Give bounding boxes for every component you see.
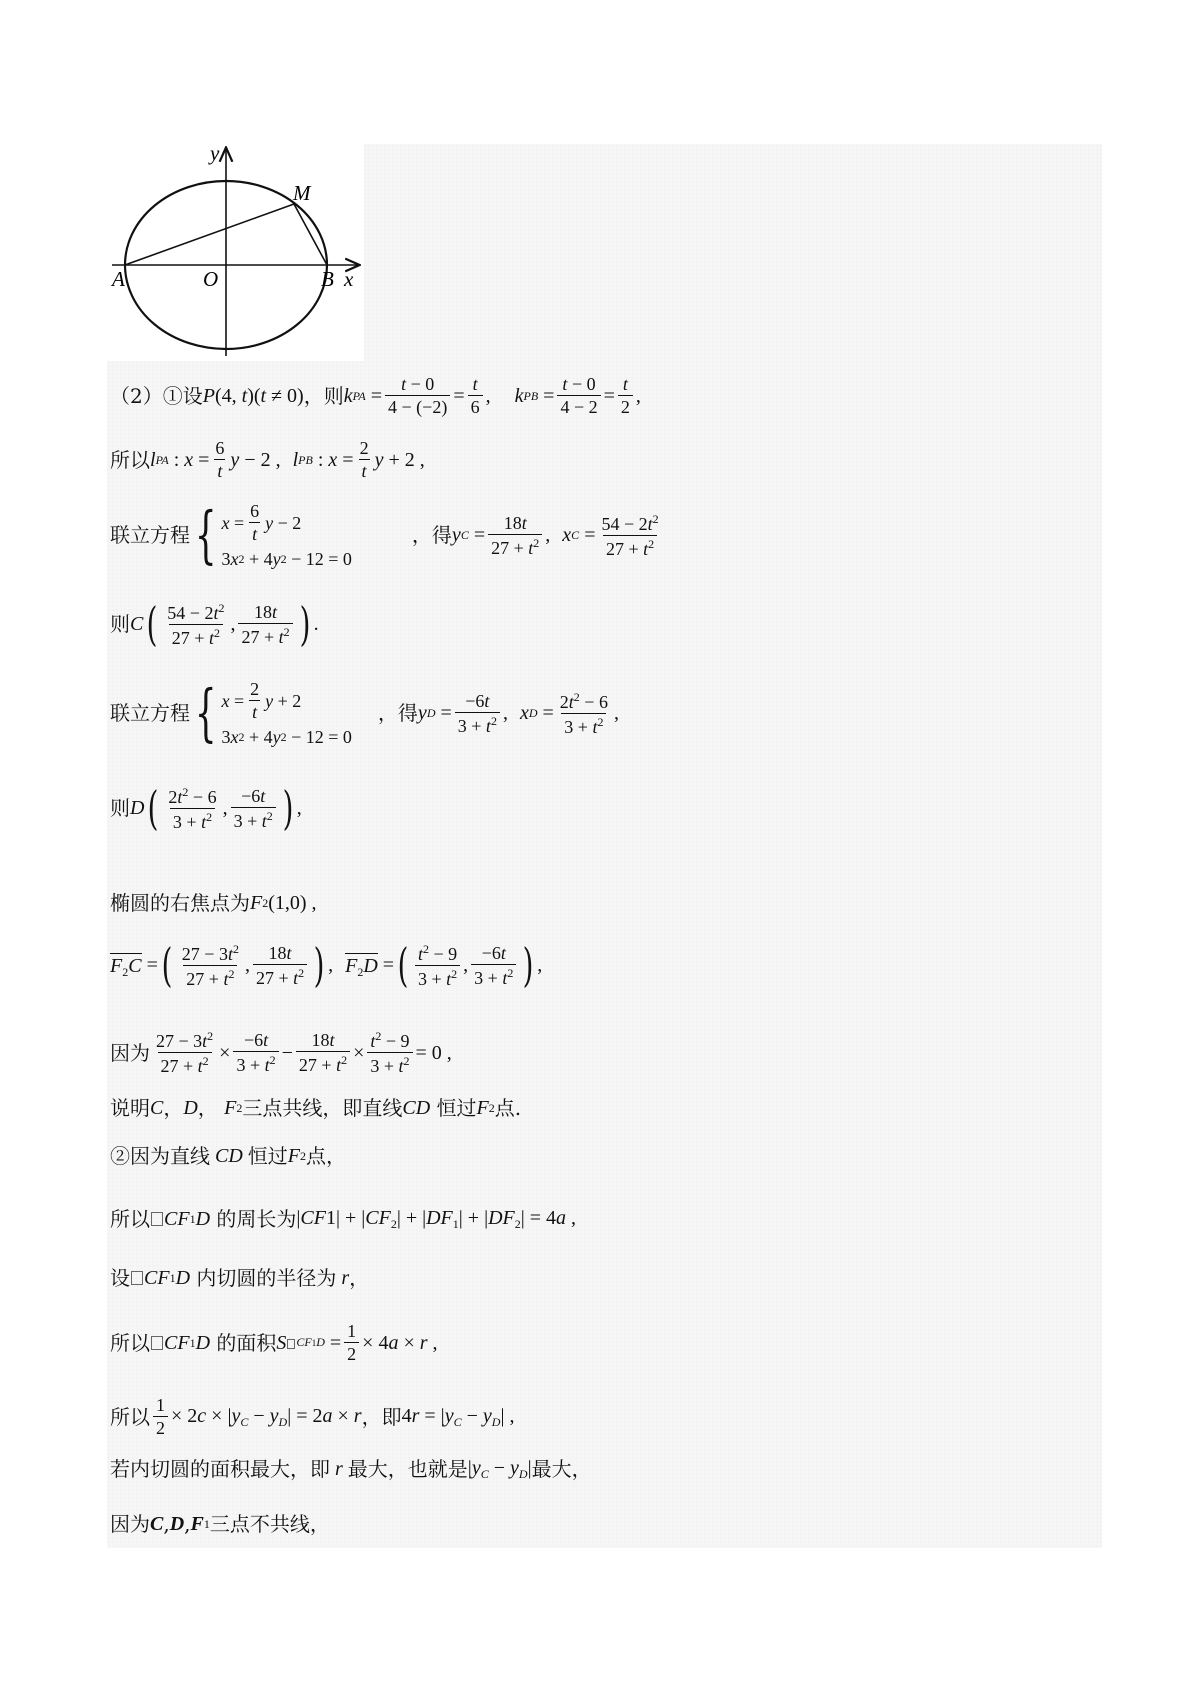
line-17: 因为 C , D , F 1 三点不共线， [110, 1512, 330, 1536]
label-B: B [321, 267, 334, 291]
line-16: 若内切圆的面积最大，即 r 最大，也就是 $|y_C - y_D|$ 最大， [110, 1457, 592, 1481]
line-10: 说明 C ， D ， F 2 三点共线，即直线 CD 恒过 F 2 点. [110, 1096, 522, 1120]
label-y: y [210, 144, 220, 165]
line-1: （2）①设 P (4, t )( t ≠ 0) ，则 k PA = $\frac{t - 0}{4 - (-2)}$ = $\frac{t}{6}$ , k PB = $\frac{t - 0}{4 - 2}$ = $\frac{t}{2}$ , [110, 374, 641, 417]
line-13: 设 CF 1 D 内切圆的半径为 r ， [110, 1266, 370, 1290]
line-5: 联立方程 { x = $\frac{2}{t}$ y + 2 3 x 2 + 4 y 2 − 12 = 0 ，得 y D = $\frac{-6t}{3 + t^2}$ , x D = $\frac{2t^2 - 6}{3 + t^2}$ , [110, 676, 619, 749]
label-M: M [293, 181, 311, 205]
line-6: 则 D ( $\frac{2t^2 - 6}{3 + t^2}$ , $\frac{-6t}{3 + t^2}$ ) , [110, 781, 302, 835]
line-8: $F_2C$ = ( $\frac{27 - 3t^2}{27 + t^2}$ , $\frac{18t}{27 + t^2}$ ) , $F_2D$ = ( $\frac{t^2 - 9}{3 + t^2}$ , $\frac{-6t}{3 + t^2}$ ) , [110, 938, 543, 992]
line-3: 联立方程 { x = $\frac{6}{t}$ y − 2 3 x 2 + 4 y 2 − 12 = 0 ，得 y C = $\frac{18t}{27 + t^2}$ , x C = $\frac{54 - 2t^2}{27 + t^2}$ [110, 498, 659, 571]
line-2: 所以 l PA : x = $\frac{6}{t}$ y − 2 , l PB : x = $\frac{2}{t}$ y + 2 , [110, 438, 425, 481]
line-4: 则 C ( $\frac{54 - 2t^2}{27 + t^2}$ , $\frac{18t}{27 + t^2}$ ) . [110, 597, 319, 651]
ellipse-figure [107, 144, 364, 361]
segment-MB [294, 204, 327, 265]
solution-content [107, 144, 1102, 1548]
line-9: 因为 $\frac{27 - 3t^2}{27 + t^2}$ × $\frac{-6t}{3 + t^2}$ − $\frac{18t}{27 + t^2}$ × $\frac{t^2 - 9}{3 + t^2}$ = 0 , [110, 1029, 452, 1076]
label-O: O [203, 267, 219, 291]
label-x: x [344, 267, 354, 291]
segment-AM [125, 204, 294, 265]
line-12: 所以 CF 1 D 的周长为 $|CF1| + |CF_2| + |DF_1| + |DF_2| = 4a$ , [110, 1207, 577, 1231]
line-11: ②因为直线 CD 恒过 F 2 点， [110, 1144, 347, 1168]
line-14: 所以 CF 1 D 的面积 S CF1D = $\frac{1}{2}$ × 4a × r , [110, 1321, 438, 1364]
line-15: 所以 $\frac{1}{2}$ × $2c \times |y_C - y_D| = 2a \times r$ ，即 $4r = |y_C - y_D|$ , [110, 1395, 515, 1438]
line-7: 椭圆的右焦点为 F 2 (1,0) , [110, 891, 317, 915]
label-A: A [112, 267, 125, 291]
